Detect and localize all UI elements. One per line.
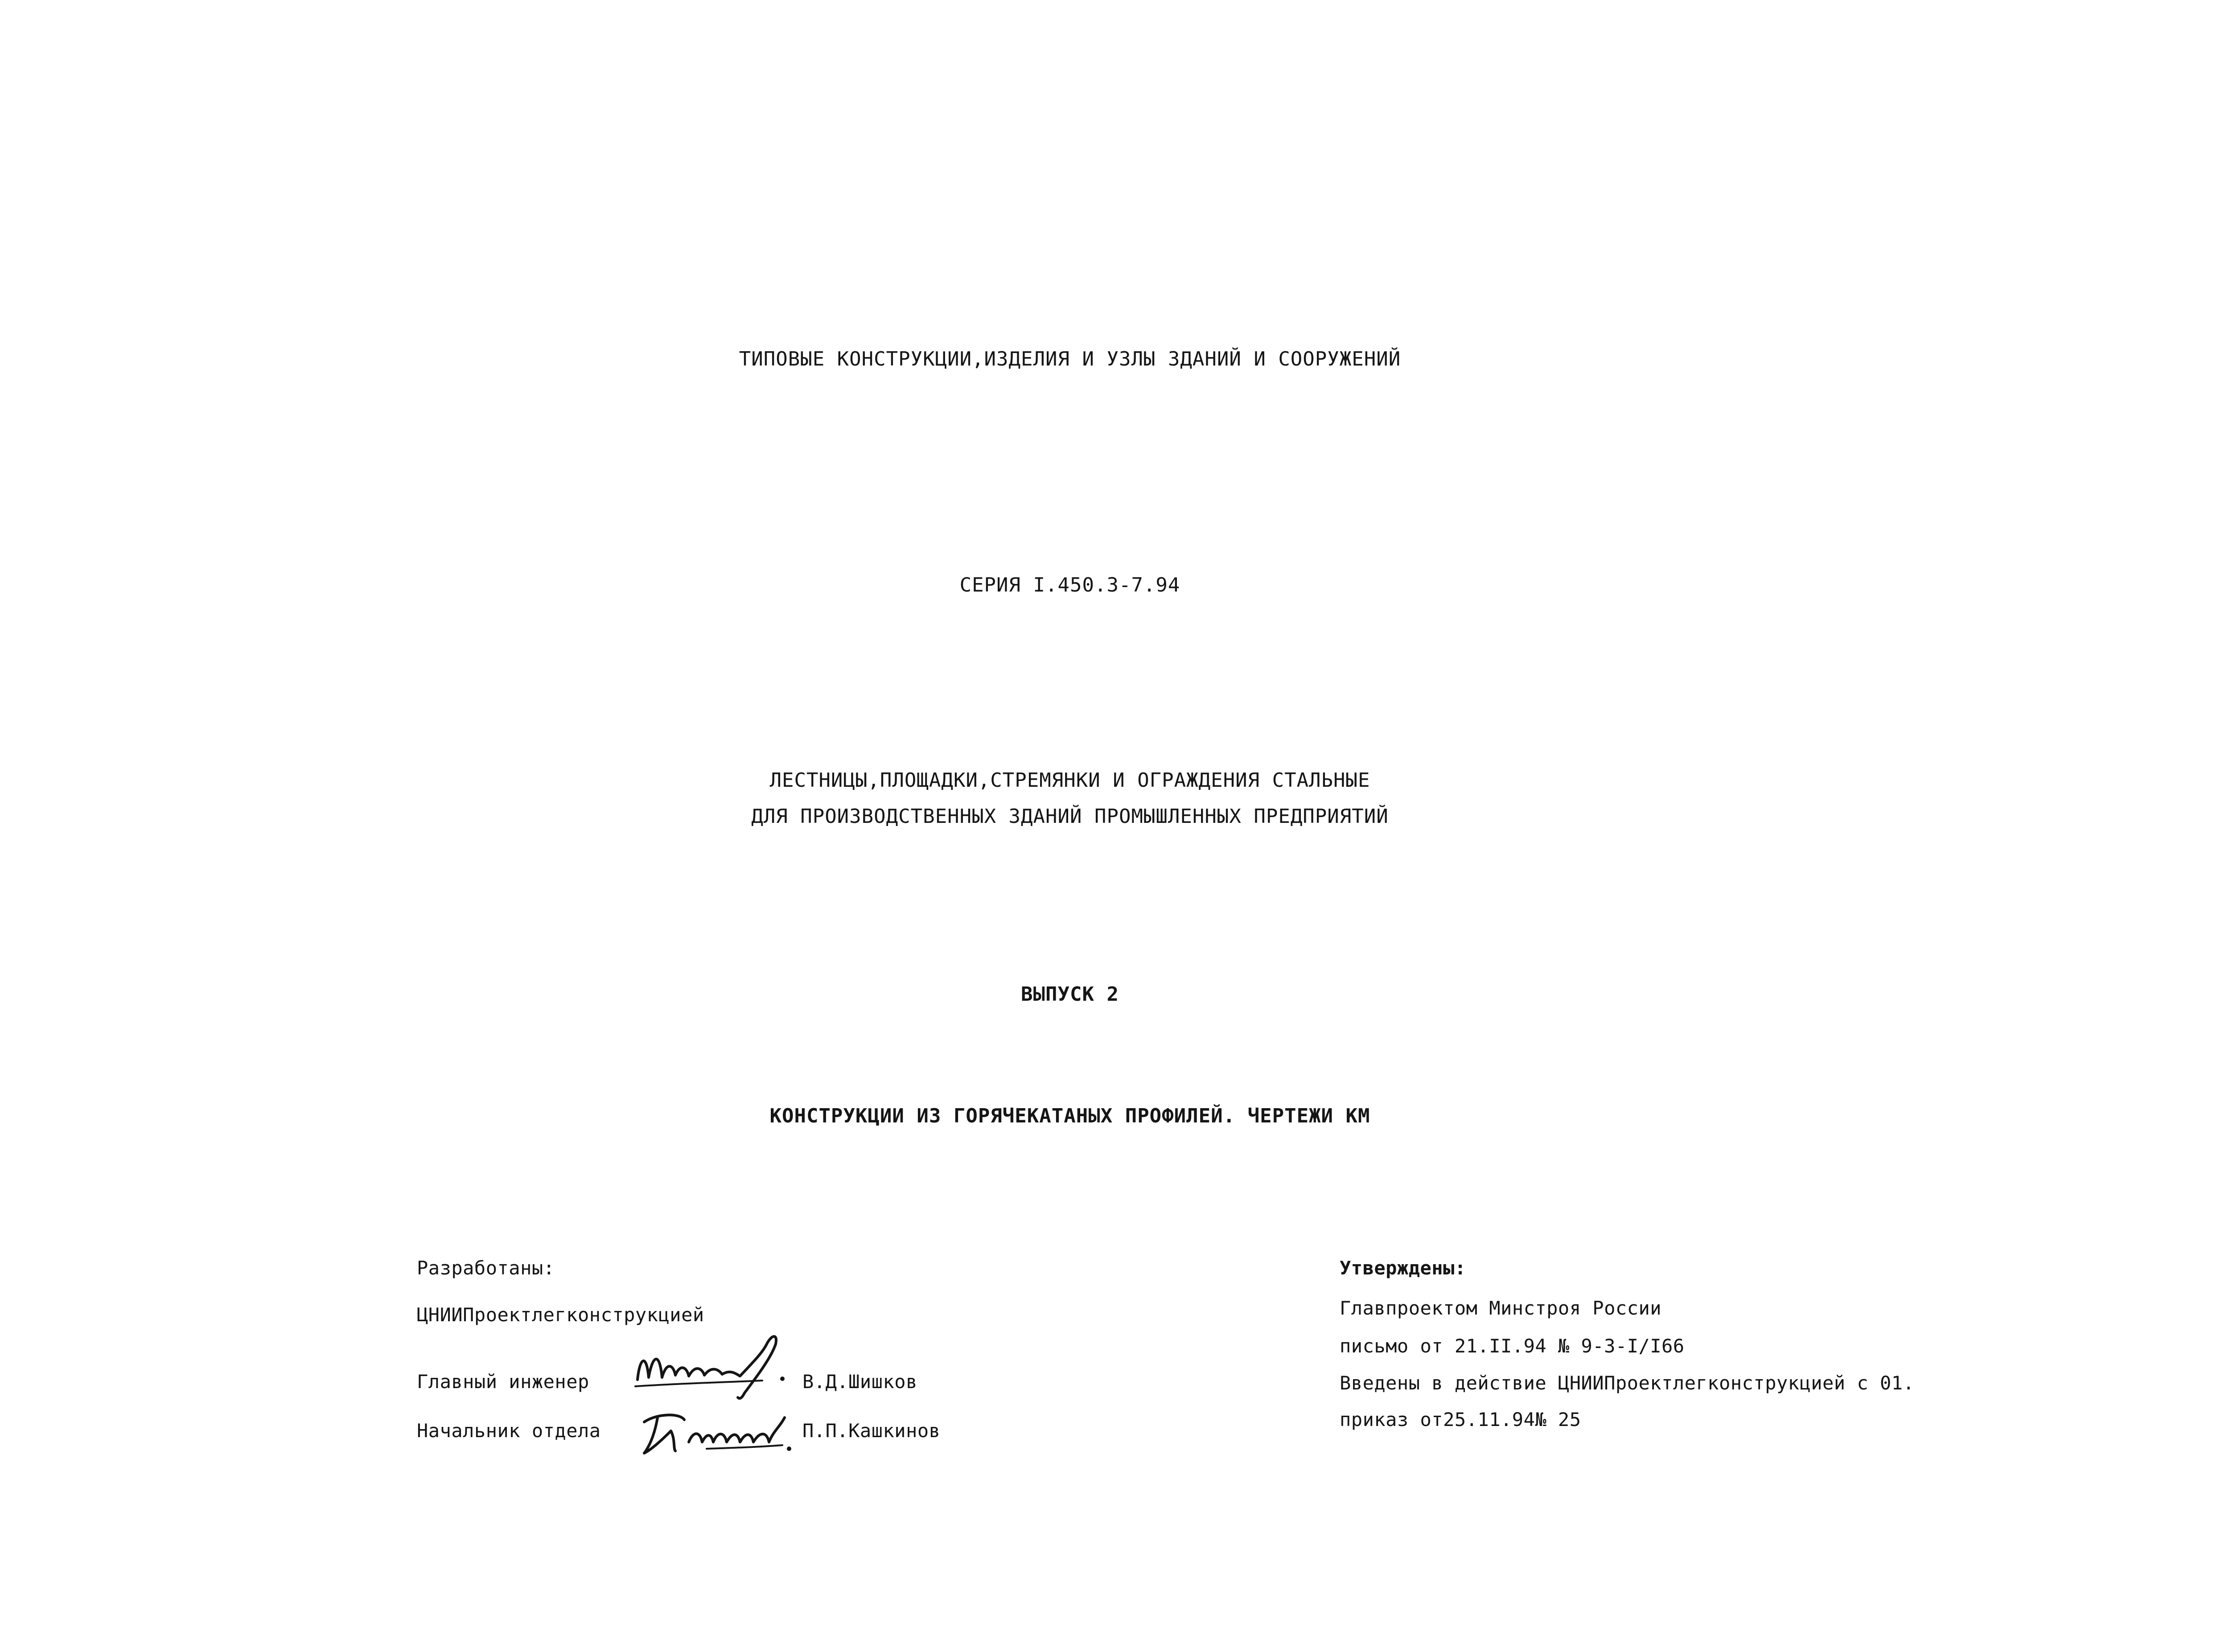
approval-letter: письмо от 21.II.94 № 9-3-I/I66 [1340,1335,1685,1357]
series-number: СЕРИЯ I.450.3-7.94 [959,574,1180,596]
approved-organization: Главпроектом Минстроя России [1340,1297,1662,1319]
collection-title: ТИПОВЫЕ КОНСТРУКЦИИ,ИЗДЕЛИЯ И УЗЛЫ ЗДАНИЙ И СООРУЖЕНИЙ [739,348,1401,370]
chief-engineer-signature-icon [629,1326,816,1402]
issue-number: ВЫПУСК 2 [1021,983,1119,1006]
head-of-department-name: П.П.Кашкинов [802,1420,941,1442]
chief-engineer-name: В.Д.Шишков [802,1371,917,1393]
head-of-department-title: Начальник отдела [417,1420,601,1442]
subject-line-2: ДЛЯ ПРОИЗВОДСТВЕННЫХ ЗДАНИЙ ПРОМЫШЛЕННЫХ ПРЕДПРИЯТИЙ [751,805,1389,828]
approval-order: приказ от25.11.94№ 25 [1340,1409,1581,1430]
chief-engineer-title: Главный инженер [417,1371,589,1393]
subject-line-1: ЛЕСТНИЦЫ,ПЛОЩАДКИ,СТРЕМЯНКИ И ОГРАЖДЕНИЯ СТАЛЬНЫЕ [769,769,1370,792]
introduction-note: Введены в действие ЦНИИПроектлегконструкцией с 01. [1340,1372,1915,1394]
developed-organization: ЦНИИПроектлегконструкцией [417,1304,704,1326]
approved-label: Утверждены: [1340,1257,1466,1279]
head-of-department-signature-icon [631,1404,818,1462]
developed-label: Разработаны: [417,1257,555,1279]
issue-title: КОНСТРУКЦИИ ИЗ ГОРЯЧЕКАТАНЫХ ПРОФИЛЕЙ. ЧЕРТЕЖИ КМ [769,1105,1370,1127]
